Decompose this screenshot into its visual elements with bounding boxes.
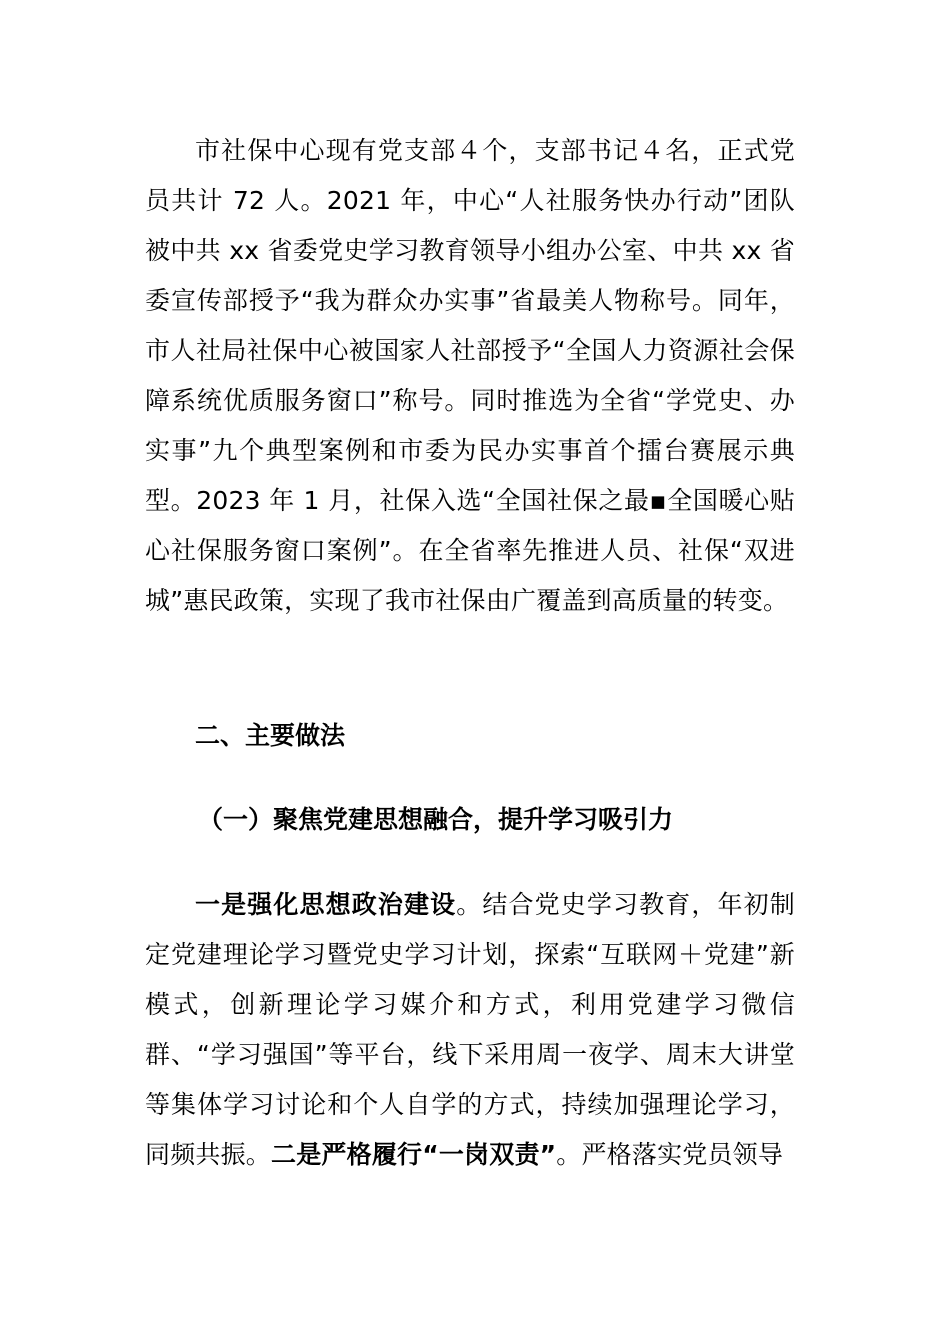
emphasis-point-2: 二是严格履行“一岗双责” xyxy=(271,1140,557,1169)
emphasis-point-1: 一是强化思想政治建设 xyxy=(195,890,457,919)
body-paragraph-methods xyxy=(145,880,795,1180)
point-2-text: 。严格落实党员领导 xyxy=(556,1140,784,1169)
point-1-text: 。结合党史学习教育，年初制定党建理论学习暨党史学习计划，探索“互联网＋党建”新模式，创新理论学习媒介和方式，利用党建学习微信群、“学习强国”等平台，线下采用周一夜学、周末大讲堂等集体学习讨论和个人自学的方式，持续加强理论学习，同频共振。 xyxy=(145,890,795,1169)
body-paragraph-intro: 市社保中心现有党支部４个，支部书记４名，正式党员共计 72 人。2021 年，中心“人社服务快办行动”团队被中共 xx 省委党史学习教育领导小组办公室、中共 xx 省委宣传部授予“我为群众办实事”省最美人物称号。同年，市人社局社保中心被国家人社部授予“全国人力资源社会保障系统优质服务窗口”称号。同时推选为全省“学党史、办实事”九个典型案例和市委为民办实事首个擂台赛展示典型。2023 年 1 月，社保入选“全国社保之最▪全国暖心贴心社保服务窗口案例”。在全省率先推进人员、社保“双进城”惠民政策，实现了我市社保由广覆盖到高质量的转变。 xyxy=(145,136,795,615)
subsection-heading: （一）聚焦党建思想融合，提升学习吸引力 xyxy=(198,805,674,834)
section-heading: 二、主要做法 xyxy=(195,721,346,750)
